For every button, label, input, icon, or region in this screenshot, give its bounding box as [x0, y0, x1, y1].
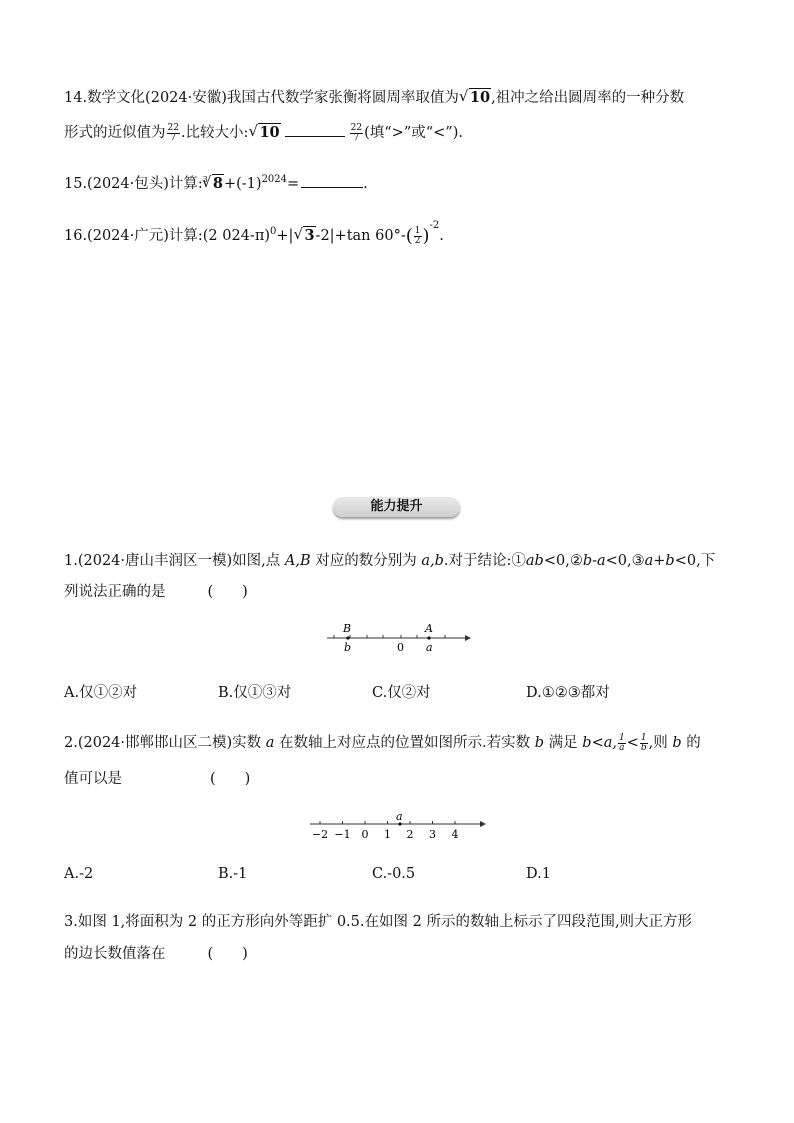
- fraction-1-2: $\frac{1}{2}$: [414, 225, 421, 246]
- q14-text-4: .比较大小:: [180, 125, 249, 141]
- label-zero: 0: [397, 641, 404, 654]
- p1-line2: 列说法正确的是 ( ): [64, 584, 248, 600]
- q15-text: 15.(2024·包头)计算:: [64, 176, 203, 192]
- tick-label: 4: [451, 828, 459, 841]
- exponent-0: 0: [270, 226, 277, 238]
- p3-line2: 的边长数值落在 ( ): [64, 946, 248, 962]
- option-c[interactable]: C.仅②对: [372, 685, 431, 701]
- p2-line2: 值可以是 ( ): [64, 771, 251, 787]
- option-a-2[interactable]: A.-2: [64, 866, 94, 882]
- q16-text: 16.(2024·广元)计算:(2 024-π): [64, 228, 271, 244]
- answer-paren-3[interactable]: ( ): [207, 946, 248, 962]
- option-c-2[interactable]: C.-0.5: [372, 866, 416, 882]
- q16-text-2: +|: [276, 228, 294, 244]
- section-badge: 能力提升: [333, 497, 460, 517]
- label-B: B: [343, 622, 352, 635]
- q14-text-3: 形式的近似值为: [64, 125, 166, 141]
- tick-label: 1: [384, 828, 391, 841]
- q14-line1: [64, 86, 684, 107]
- exponent: 2024: [261, 174, 288, 186]
- answer-blank-15[interactable]: [301, 175, 363, 188]
- label-a-2: a: [396, 810, 403, 823]
- option-d[interactable]: D.①②③都对: [526, 685, 610, 701]
- fraction-22-7: $\frac{22}{7}$: [167, 122, 179, 143]
- exponent-neg2: -2: [429, 220, 440, 232]
- label-a: a: [426, 641, 433, 654]
- sqrt-10-b: √ 10: [248, 124, 280, 141]
- fraction-22-7-b: $\frac{22}{7}$: [350, 122, 363, 143]
- answer-blank[interactable]: [285, 124, 345, 137]
- number-line-2: [306, 810, 490, 844]
- option-b-2[interactable]: B.-1: [218, 866, 248, 882]
- label-b: b: [344, 641, 352, 654]
- cube-root-8: √ 8: [202, 175, 224, 192]
- equals: =: [287, 176, 300, 192]
- point-a: [427, 636, 430, 639]
- point-b: [346, 636, 349, 639]
- tick-label: 0: [361, 828, 369, 841]
- answer-paren-2[interactable]: ( ): [210, 771, 251, 787]
- q16-text-3: -2|+tan 60°-: [315, 228, 406, 244]
- number-line-1: [322, 620, 472, 656]
- p1-line1: 1.(2024·唐山丰润区一模)如图,点 A,B 对应的数分别为 a,b.对于结论:①ab<0,②b-a<0,③a+b<0,下: [64, 553, 716, 569]
- tick-label: −2: [311, 828, 329, 841]
- q14-text-5: (填“>”或“<”).: [364, 125, 463, 141]
- sqrt-3: √ 3: [293, 227, 315, 244]
- q14-line2: [64, 121, 463, 143]
- tick-label: 2: [406, 828, 414, 841]
- sqrt-10: √ 10: [459, 89, 491, 106]
- fraction-1-b: $\frac{1}{b}$: [640, 732, 647, 753]
- p3-line1: 3.如图 1,将面积为 2 的正方形向外等距扩 0.5.在如图 2 所示的数轴上标示了四段范围,则大正方形: [64, 914, 693, 930]
- fraction-1-a: $\frac{1}{a}$: [618, 732, 625, 753]
- answer-paren[interactable]: ( ): [207, 584, 248, 600]
- root-index: 3: [202, 175, 208, 185]
- p2-options: [64, 866, 744, 882]
- q15-line: 15.(2024·包头)计算:$^3$√ $8+(-1)^{2024}=$ .: [64, 172, 368, 193]
- p2-line1: 2.(2024·邯郸邯山区二模)实数 a 在数轴上对应点的位置如图所示.若实数 b 满足 b<a, $\frac{1}{a}$ < $\frac{1}{b}$ ,则 b 的: [64, 732, 701, 753]
- p1-options: [64, 681, 744, 702]
- q15-text-2: +(-1): [223, 176, 262, 192]
- q14-text: 14.数学文化(2024·安徽)我国古代数学家张衡将圆周率取值为: [64, 90, 459, 106]
- option-d-2[interactable]: D.1: [526, 866, 551, 882]
- option-a[interactable]: A.仅①②对: [64, 685, 138, 701]
- option-b[interactable]: B.仅①③对: [218, 685, 292, 701]
- q16-line: 16.(2024·广元)计算:(2 024-π)$^0$+|√ 3-2|+tan 60°-( $\frac{1}{2}$ )$^{-2}$.: [64, 224, 444, 247]
- label-A: A: [425, 622, 433, 635]
- q14-text-2: ,祖冲之给出圆周率的一种分数: [491, 90, 685, 106]
- tick-label: −1: [334, 828, 351, 841]
- tick-label: 3: [429, 828, 436, 841]
